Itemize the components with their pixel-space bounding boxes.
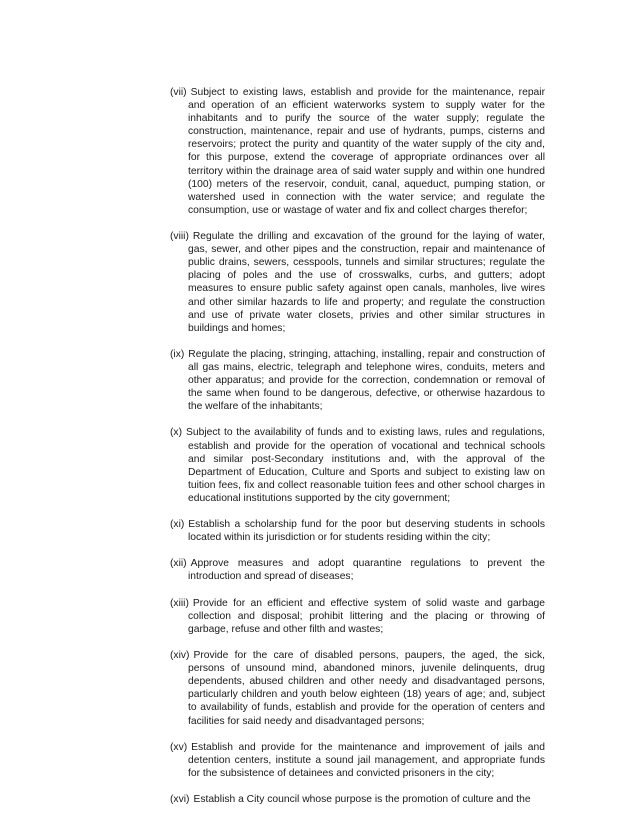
provision-number: (xiv) bbox=[170, 650, 190, 662]
provision-ix bbox=[170, 348, 545, 413]
provision-number: (xv) bbox=[170, 741, 188, 753]
provision-text: Provide for the care of disabled persons, paupers, the aged, the sick, persons of unsound mind, abandoned minors, juvenile delinquents, drug dependents, abused children and other needy and disadvantaged persons, particularly children and youth below eighteen (18) years of age; and, subject to availability of funds, establish and provide for the operation of centers and facilities for said needy and disadvantaged persons; bbox=[188, 650, 545, 727]
provision-xiv bbox=[170, 649, 545, 728]
provision-vii bbox=[170, 86, 545, 217]
provision-xi bbox=[170, 518, 545, 544]
provision-number: (x) bbox=[170, 427, 183, 439]
provision-text: Establish a City council whose purpose is the promotion of culture and the bbox=[193, 794, 531, 806]
provision-text: Regulate the drilling and excavation of the ground for the laying of water, gas, sewer, and other pipes and the construction, repair and maintenance of public drains, sewers, cesspools, tunnels and similar structures; regulate the placing of poles and the use of crosswalks, curbs, and gutters; adopt measures to ensure public safety against open canals, manholes, live wires and other similar hazards to life and property; and regulate the construction and use of private water closets, privies and other similar structures in buildings and homes; bbox=[188, 231, 545, 334]
provision-text: Regulate the placing, stringing, attaching, installing, repair and construction of all gas mains, electric, telegraph and telephone wires, conduits, meters and other apparatus; and provide for the correction, condemnation or removal of the same when found to be dangerous, defective, or otherwise hazardous to the welfare of the inhabitants; bbox=[188, 348, 545, 413]
provision-number: (xvi) bbox=[170, 794, 190, 806]
provision-text: Approve measures and adopt quarantine regulations to prevent the introduction and spread of diseases; bbox=[188, 558, 545, 583]
provision-number: (viii) bbox=[170, 231, 189, 243]
provision-text: Subject to the availability of funds and to existing laws, rules and regulations, establish and provide for the operation of vocational and technical schools and similar post-Secondary institutions and, with the approval of the Department of Education, Culture and Sports and subject to existing law on tuition fees, fix and collect reasonable tuition fees and other school charges in educational institutions supported by the city government; bbox=[186, 427, 545, 504]
provision-text: Provide for an efficient and effective system of solid waste and garbage collection and disposal; prohibit littering and the placing or throwing of garbage, refuse and other filth and wastes; bbox=[188, 597, 545, 635]
provision-number: (xi) bbox=[170, 519, 185, 531]
provision-viii bbox=[170, 230, 545, 335]
provision-xiii bbox=[170, 597, 545, 636]
provision-number: (xiii) bbox=[170, 597, 189, 609]
provision-xii bbox=[170, 557, 545, 583]
provision-number: (vii) bbox=[170, 87, 187, 98]
provision-number: (xii) bbox=[170, 558, 187, 570]
provision-number: (ix) bbox=[170, 348, 185, 360]
provisions-list bbox=[170, 86, 545, 806]
provision-x bbox=[170, 426, 545, 505]
provision-xvi bbox=[170, 793, 545, 806]
provision-text: Establish and provide for the maintenance and improvement of jails and detention centers, institute a sound jail management, and appropriate funds for the subsistence of detainees and convicted prisoners in the city; bbox=[188, 741, 545, 779]
provision-xv bbox=[170, 741, 545, 780]
provision-text: Subject to existing laws, establish and provide for the maintenance, repair and operation of an efficient waterworks system to supply water for the inhabitants and to purify the source of the water supply; regulate the construction, maintenance, repair and use of hydrants, pumps, cisterns and reservoirs; protect the purity and quantity of the water supply of the city and, for this purpose, extend the coverage of appropriate ordinances over all territory within the drainage area of said water supply and within one hundred (100) meters of the reservoir, conduit, canal, aqueduct, pumping station, or watershed used in connection with the water service; and regulate the consumption, use or wastage of water and fix and collect charges therefor; bbox=[188, 87, 545, 216]
provision-text: Establish a scholarship fund for the poor but deserving students in schools located within its jurisdiction or for students residing within the city; bbox=[188, 519, 545, 544]
